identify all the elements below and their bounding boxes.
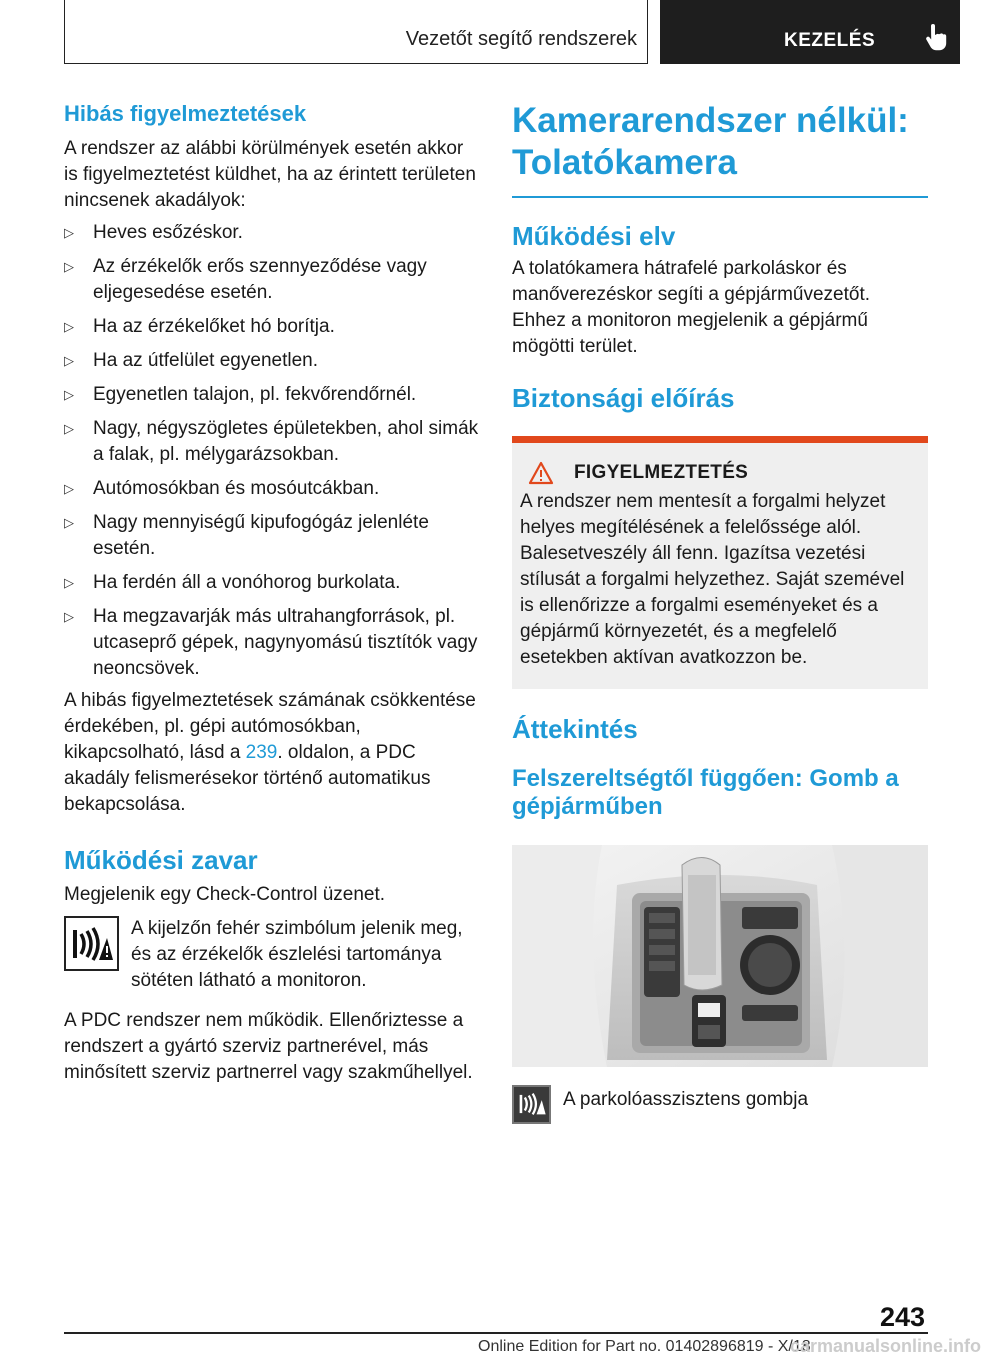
list-item [64, 220, 482, 246]
page-number: 243 [880, 1302, 926, 1332]
symbol-paragraph [64, 916, 482, 994]
list-item-text: Nagy, négyszögletes épületekben, ahol simák a falak, pl. mélygarázsokban. [93, 418, 479, 465]
list-item [64, 382, 482, 408]
list-item [64, 254, 482, 306]
photo-caption: A parkolóasszisztens gombja [563, 1088, 809, 1110]
paragraph-symbol: A kijelzőn fehér szimbólum jelenik meg, és az érzékelők észlelési tartománya sötéten látható a monitoron. [131, 918, 463, 991]
header-chapter-box [660, 0, 960, 64]
header-section-title: Vezetőt segítő rendszerek [405, 28, 637, 50]
condition-list [64, 220, 482, 682]
heading-principle: Működési elv [512, 220, 676, 251]
list-item-text: Nagy mennyiségű kipufogógáz jelenléte esetén. [93, 512, 429, 559]
footer-rule [64, 1332, 928, 1334]
triangle-bullet-icon: ▷ [64, 259, 74, 274]
triangle-bullet-icon: ▷ [64, 575, 74, 590]
list-item-text: Autómosókban és mosóutcákban. [93, 478, 380, 499]
warning-triangle-icon [528, 461, 554, 485]
heading-malfunction: Működési zavar [64, 845, 258, 875]
list-item [64, 476, 482, 502]
triangle-bullet-icon: ▷ [64, 515, 74, 530]
paragraph-check-control: Megjelenik egy Check-Control üzenet. [64, 884, 386, 905]
list-item-text: Ha megzavarják más ultrahangforrások, pl. utcaseprő gépek, nagynyomású tisztítók vagy neoncsövek. [93, 606, 478, 679]
warning-header [528, 461, 920, 485]
list-item [64, 570, 482, 596]
heading-rear-camera: Kamerarendszer nélkül: Tolatókamera [512, 101, 909, 182]
heading-false-warnings: Hibás figyelmeztetések [64, 101, 307, 126]
list-item-text: Ha az érzékelőket hó borítja. [93, 316, 335, 337]
heading-overview: Áttekintés [512, 713, 638, 744]
list-item [64, 510, 482, 562]
header-section-box [64, 0, 648, 64]
triangle-bullet-icon: ▷ [64, 225, 74, 240]
heading-safety: Biztonsági előírás [512, 382, 735, 413]
reduce-text-b: . oldalon, a PDC akadály felismerésekor történő automatikus bekapcsolása. [64, 742, 431, 815]
heading-underline [512, 196, 928, 198]
triangle-bullet-icon: ▷ [64, 319, 74, 334]
pdc-symbol-icon [64, 916, 119, 971]
triangle-bullet-icon: ▷ [64, 353, 74, 368]
center-console-photo [512, 845, 928, 1067]
paragraph-principle: A tolatókamera hátrafelé parkoláskor és manőverezéskor segíti a gépjárművezetőt. Ehhez a monitoron megjelenik a gépjármű mögötti terület. [512, 257, 871, 357]
parking-assistant-button-icon [512, 1085, 551, 1124]
list-item-text: Egyenetlen talajon, pl. fekvőrendőrnél. [93, 384, 417, 405]
triangle-bullet-icon: ▷ [64, 387, 74, 402]
hand-pointer-icon [925, 24, 947, 52]
left-column [64, 100, 482, 1086]
list-item [64, 604, 482, 682]
paragraph-reduce [64, 688, 482, 818]
list-item [64, 416, 482, 468]
paragraph-intro: A rendszer az alábbi körülmények esetén akkor is figyelmeztetést küldhet, ha az érintett területen nincsenek akadályok: [64, 138, 476, 211]
warning-title: FIGYELMEZTETÉS [574, 461, 749, 483]
list-item-text: Az érzékelők erős szennyeződése vagy eljegesedése esetén. [93, 256, 427, 303]
list-item [64, 348, 482, 374]
warning-box [512, 436, 928, 689]
list-item-text: Heves esőzéskor. [93, 222, 243, 243]
list-item-text: Ha az útfelület egyenetlen. [93, 350, 318, 371]
right-column [512, 100, 928, 1124]
warning-text: A rendszer nem mentesít a forgalmi helyzet helyes megítélésének a felelőssége alól. Balesetveszély áll fenn. Igazítsa vezetési stílusát a forgalmi helyzethez. Saját szemével is ellenőrizze a forgalmi eseményeket és a gépjármű környezetét, és a megfelelő esetekben aktívan avatkozzon be. [520, 490, 905, 668]
footer-edition: Online Edition for Part no. 01402896819 - X/18 [478, 1338, 811, 1355]
caption-row [512, 1085, 928, 1124]
list-item [64, 314, 482, 340]
list-item-text: Ha ferdén áll a vonóhorog burkolata. [93, 572, 401, 593]
footer-watermark: carmanualsonline.info [790, 1336, 981, 1356]
heading-button-in-vehicle: Felszereltségtől függően: Gomb a gépjárműben [512, 764, 899, 820]
paragraph-service: A PDC rendszer nem működik. Ellenőriztesse a rendszert a gyártó szerviz partnerével, más minősített szerviz partnerrel vagy szakműhellyel. [64, 1010, 473, 1083]
page-link-239[interactable]: 239 [245, 742, 278, 763]
triangle-bullet-icon: ▷ [64, 421, 74, 436]
triangle-bullet-icon: ▷ [64, 609, 74, 624]
header-chapter-label: KEZELÉS [784, 30, 876, 51]
triangle-bullet-icon: ▷ [64, 481, 74, 496]
reduce-text-a: A hibás figyelmeztetések számának csökkentése érdekében, pl. gépi autómosókban, kikapcsolható, lásd a [64, 690, 476, 763]
